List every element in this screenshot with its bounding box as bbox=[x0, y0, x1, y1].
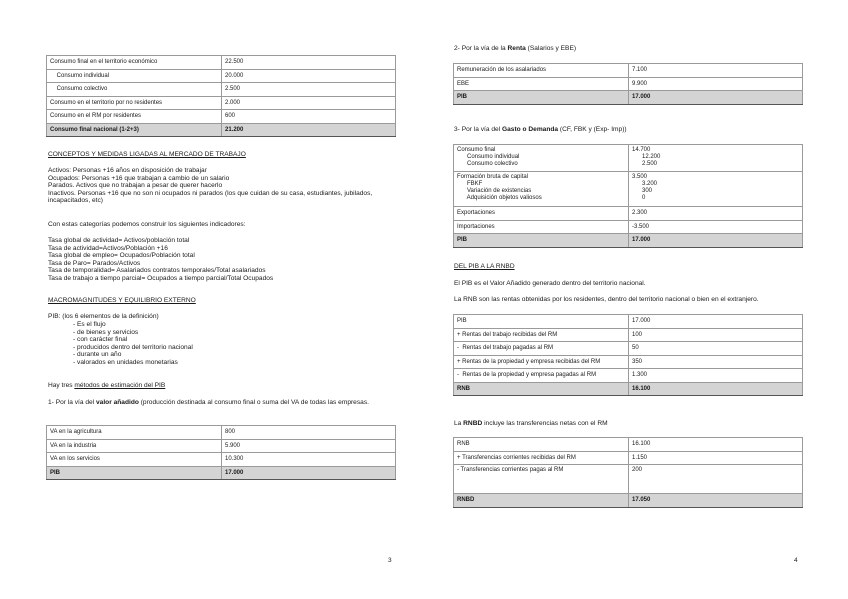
row-value: 1.150 bbox=[629, 451, 803, 465]
rnb-table bbox=[453, 314, 803, 396]
row-label: Importaciones bbox=[454, 220, 629, 234]
row-label: RNB bbox=[454, 438, 629, 452]
indicator-line: Tasa de temporalidad= Asalariados contratos temporales/Total asalariados bbox=[48, 267, 266, 275]
row-label: Consumo en el territorio por no residentes bbox=[47, 96, 222, 110]
pib-element-item: - Es el flujo bbox=[73, 321, 106, 328]
row-value: -3.500 bbox=[629, 220, 803, 234]
row-label: VA en la industria bbox=[47, 439, 222, 453]
row-value: 200 bbox=[629, 465, 803, 494]
definition-line: Parados. Activos que no trabajan a pesar de querer hacerlo bbox=[48, 182, 223, 190]
table-row bbox=[454, 355, 803, 369]
row-value: 17.000 bbox=[629, 234, 803, 248]
row-value: 2.300 bbox=[629, 207, 803, 221]
indicator-line: Tasa de trabajo a tiempo parcial= Ocupados a tiempo parcial/Total Ocupados bbox=[48, 274, 274, 282]
indicator-line: Tasa de actividad=Activos/Población +16 bbox=[48, 244, 168, 252]
table-row bbox=[454, 91, 803, 105]
row-label: Consumo en el RM por residentes bbox=[47, 110, 222, 124]
row-value: 7.100 bbox=[629, 64, 803, 78]
table-row bbox=[47, 426, 396, 440]
table-row bbox=[47, 439, 396, 453]
rnbd-table bbox=[453, 437, 803, 508]
table-row bbox=[47, 96, 396, 110]
row-value: 10.300 bbox=[222, 453, 396, 467]
row-label: VA en los servicios bbox=[47, 453, 222, 467]
row-label: RNBD bbox=[454, 494, 629, 508]
row-value: 14.700 12.200 2.500 bbox=[629, 145, 803, 172]
row-label: + Rentas del trabajo recibidas del RM bbox=[454, 328, 629, 342]
row-label: PIB bbox=[454, 315, 629, 329]
table-row bbox=[454, 234, 803, 248]
row-label: + Rentas de la propiedad y empresa recibidas del RM bbox=[454, 355, 629, 369]
table-row bbox=[47, 56, 396, 70]
pib-intro: PIB: (los 6 elementos de la definición) bbox=[48, 313, 159, 320]
row-label: Formación bruta de capital FBKF Variación de existencias Adquisición objetos valiosos bbox=[454, 172, 629, 207]
row-value: 17.050 bbox=[629, 494, 803, 508]
row-label: RNB bbox=[454, 382, 629, 396]
table-row bbox=[47, 466, 396, 480]
table-row bbox=[454, 494, 803, 508]
table-row bbox=[47, 110, 396, 124]
pib-element-item: - de bienes y servicios bbox=[73, 328, 139, 336]
page-number: 4 bbox=[794, 557, 798, 564]
table-row bbox=[454, 64, 803, 78]
pib-definition: El PIB es el Valor Añadido generado dentro del territorio nacional. bbox=[454, 280, 646, 287]
indicator-line: Tasa global de actividad= Activos/población total bbox=[48, 237, 190, 244]
indicadores-intro: Con estas categorías podemos construir los siguientes indicadores: bbox=[48, 221, 246, 228]
pib-elements-list bbox=[73, 321, 393, 367]
row-value: 16.100 bbox=[629, 382, 803, 396]
rnbd-intro: La RNBD incluye las transferencias netas con el RM bbox=[454, 420, 608, 427]
via-gasto: 3- Por la vía del Gasto o Demanda (CF, FBK y (Exp- Imp)) bbox=[454, 126, 627, 133]
renta-table bbox=[453, 63, 803, 105]
row-label: Exportaciones bbox=[454, 207, 629, 221]
table-row bbox=[454, 342, 803, 356]
row-value: 17.000 bbox=[222, 466, 396, 480]
definitions-block bbox=[48, 167, 388, 205]
pib-element-item: - con carácter final bbox=[73, 336, 128, 344]
row-label: Consumo final nacional (1-2+3) bbox=[47, 123, 222, 137]
row-value: 2.500 bbox=[222, 83, 396, 97]
definition-line: Inactivos. Personas +16 que no son ni ocupados ni parados (los que cuidan de su casa, estudiantes, jubilados, incapacitados, etc) bbox=[48, 189, 375, 205]
row-label: + Transferencias corrientes recibidas del RM bbox=[454, 451, 629, 465]
table-row bbox=[454, 369, 803, 383]
row-value: 800 bbox=[222, 426, 396, 440]
table-row bbox=[454, 172, 803, 207]
table-row bbox=[454, 328, 803, 342]
row-value: 20.000 bbox=[222, 69, 396, 83]
row-label: - Rentas del trabajo pagadas al RM bbox=[454, 342, 629, 356]
row-value: 3.500 3.200 300 0 bbox=[629, 172, 803, 207]
indicator-line: Tasa de Paro= Parados/Activos bbox=[48, 259, 141, 267]
row-value: 9.900 bbox=[629, 77, 803, 91]
row-value: 21.200 bbox=[222, 123, 396, 137]
table-row bbox=[454, 465, 803, 494]
pib-element-item: - valorados en unidades monetarias bbox=[73, 358, 178, 366]
row-value: 17.000 bbox=[629, 91, 803, 105]
row-value: 17.000 bbox=[629, 315, 803, 329]
row-label: EBE bbox=[454, 77, 629, 91]
row-value: 16.100 bbox=[629, 438, 803, 452]
row-label: PIB bbox=[454, 234, 629, 248]
table-row bbox=[47, 69, 396, 83]
row-label: Remuneración de los asalariados bbox=[454, 64, 629, 78]
row-value: 22.500 bbox=[222, 56, 396, 70]
row-label: Consumo final en el territorio económico bbox=[47, 56, 222, 70]
page-number: 3 bbox=[388, 557, 392, 564]
via-valor-anadido: 1- Por la vía del valor añadido (producción destinada al consumo final o suma del VA de todas las empresas. bbox=[48, 399, 369, 406]
row-value: 1.300 bbox=[629, 369, 803, 383]
table-row bbox=[454, 315, 803, 329]
gasto-table bbox=[453, 144, 803, 248]
row-label: - Transferencias corrientes pagas al RM bbox=[454, 465, 629, 494]
valor-anadido-table bbox=[46, 425, 396, 480]
row-label: PIB bbox=[454, 91, 629, 105]
indicator-line: Tasa global de empleo= Ocupados/Población total bbox=[48, 252, 195, 260]
row-value: 600 bbox=[222, 110, 396, 124]
row-label: - Rentas de la propiedad y empresa pagadas al RM bbox=[454, 369, 629, 383]
table-row bbox=[47, 123, 396, 137]
table-row bbox=[454, 145, 803, 172]
row-value: 350 bbox=[629, 355, 803, 369]
row-value: 100 bbox=[629, 328, 803, 342]
metodos-line: Hay tres métodos de estimación del PIB bbox=[48, 382, 166, 389]
table-row bbox=[454, 207, 803, 221]
pib-element-item: - producidos dentro del territorio nacional bbox=[73, 343, 193, 351]
row-value: 50 bbox=[629, 342, 803, 356]
heading-pib-rnbd: DEL PIB A LA RNBD bbox=[454, 263, 515, 270]
table-row bbox=[454, 438, 803, 452]
table-row bbox=[454, 220, 803, 234]
row-label: VA en la agricultura bbox=[47, 426, 222, 440]
row-label: Consumo colectivo bbox=[47, 83, 222, 97]
table-row bbox=[454, 382, 803, 396]
table-row bbox=[454, 451, 803, 465]
via-renta: 2- Por la vía de la Renta (Salarios y EBE) bbox=[454, 45, 577, 52]
definition-line: Ocupados: Personas +16 que trabajan a cambio de un salario bbox=[48, 174, 230, 182]
row-label: Consumo individual bbox=[47, 69, 222, 83]
row-label: PIB bbox=[47, 466, 222, 480]
pib-element-item: - durante un año bbox=[73, 351, 122, 359]
row-value: 5.900 bbox=[222, 439, 396, 453]
rnb-definition: La RNB son las rentas obtenidas por los residentes, dentro del territorio nacional o bien en el extranjero. bbox=[454, 296, 759, 303]
table-row bbox=[47, 453, 396, 467]
row-label: Consumo final Consumo individual Consumo colectivo bbox=[454, 145, 629, 172]
heading-macromagnitudes: MACROMAGNITUDES Y EQUILIBRIO EXTERNO bbox=[48, 297, 196, 304]
consumo-table bbox=[46, 55, 396, 137]
indicadores-list bbox=[48, 237, 398, 283]
row-value: 2.000 bbox=[222, 96, 396, 110]
page-right bbox=[424, 0, 848, 599]
table-row bbox=[454, 77, 803, 91]
table-row bbox=[47, 83, 396, 97]
definition-line: Activos: Personas +16 años en disposición de trabajar bbox=[48, 167, 207, 174]
heading-mercado-trabajo: CONCEPTOS Y MEDIDAS LIGADAS AL MERCADO DE TRABAJO bbox=[48, 151, 246, 158]
